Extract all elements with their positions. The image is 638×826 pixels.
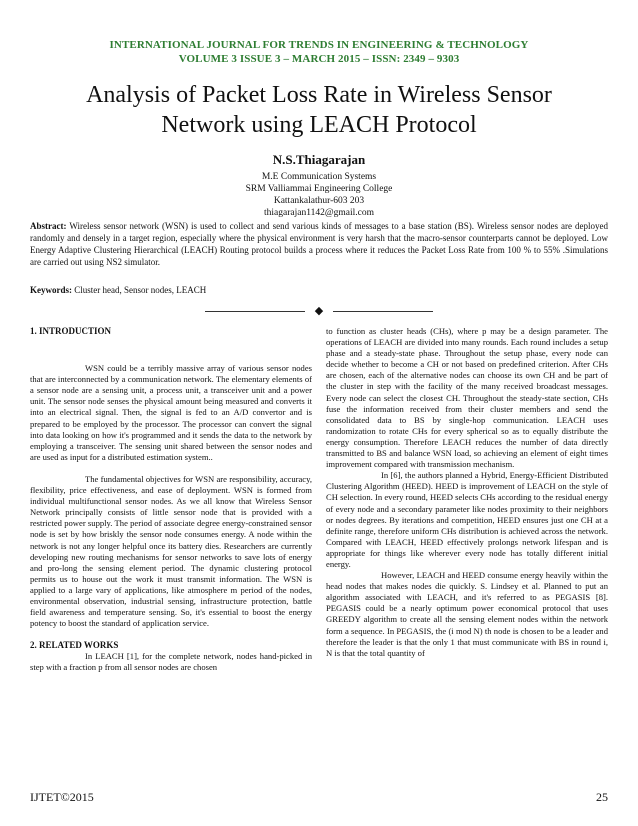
keywords-text: Cluster head, Sensor nodes, LEACH <box>72 285 207 295</box>
paper-title-line2: Network using LEACH Protocol <box>161 112 477 138</box>
affiliation-email: thiagarajan1142@gmail.com <box>264 208 374 218</box>
affiliation-address: Kattankalathur-603 203 <box>273 196 365 206</box>
paper-title-line1: Analysis of Packet Loss Rate in Wireless Sensor <box>86 82 552 108</box>
right-column <box>326 326 608 659</box>
right-paragraph-1: to function as cluster heads (CHs), where p may be a design parameter. The operations of LEACH are divided into many rounds. Each round includes a setup phase and a steady-state phase. Throughout the setup phase, every node can decide whether to become a CH or not based on predefined criterion. After CHs are chosen, each of the alternative nodes can choose its own CH and be part of the cluster in step with the facility of the many received broadcast messages. Every node can select the closest CH. Throughout the steady-state section, CHs fuse the information received from their cluster members and send the consolidated data to BS by single-hop communication. LEACH uses randomization to rotate CHs for every spherical so as to equally distribute the energy consumption. Therefore LEACH reduces the number of data directly transmitted to BS and balance WSN load, so achieving an element of eight times improvement compared with transmission mechanism. <box>326 326 608 470</box>
abstract <box>30 220 608 268</box>
separator-rule-left <box>205 311 305 312</box>
right-paragraph-2: In [6], the authors planned a Hybrid, Energy-Efficient Distributed Clustering Algorithm (HEED). HEED is improvement of LEACH on the style of CH selection. In every round, HEED selects CHs according to the residual energy of every node and a secondary parameter like nodes proximity to their neighbors or nodes degrees. By iterations and competition, HEED ensures just one CH at a definite range, therefore uniform CHs distribution is achieved across the network. Compared with LEACH, HEED effectively prolongs network lifespan and is appropriate for things like wherever every node has totally different initial energy. <box>326 470 608 569</box>
separator-rule-right <box>333 311 433 312</box>
author-name: N.S.Thiagarajan <box>272 152 366 167</box>
affiliation-college: SRM Valliammai Engineering College <box>245 184 393 194</box>
right-paragraph-3: However, LEACH and HEED consume energy heavily within the head nodes that makes nodes die quickly. S. Lindsey et al. Planned to put an algorithm associated with LEACH, and it's referred to as PEGASIS [8]. PEGASIS could be a nearly optimum power economical protocol that uses GREEDY algorithm to create all the sensing element nodes within the network form a sequence. In PEGASIS, the (i mod N) th node is chosen to be a leader and therefore the leader is that the only 1 that must communicate with BS in round i, N is that the total quantity of <box>326 570 608 658</box>
journal-volume: VOLUME 3 ISSUE 3 – MARCH 2015 – ISSN: 2349 – 9303 <box>178 53 460 65</box>
section-heading-related-works: 2. RELATED WORKS <box>30 640 119 651</box>
footer-copyright: IJTET©2015 <box>30 790 94 804</box>
intro-paragraph-2: The fundamental objectives for WSN are responsibility, accuracy, flexibility, price effectiveness, and ease of deployment. WSN is formed from individual multifunctional sensor nodes. As we all know that Wireless Sensor Network principally consists of little sensor node that is provided with a restricted power supply. The period of associate degree energy-constrained sensor node is set by how briskly the sensor node consumes energy. A node within the network is not any longer helpful once its battery dies. Researchers are currently developing new routing mechanisms for sensor networks to save lots of energy and pro-long the sensing element period. The dynamic clustering protocol permits us to house out the work it must transmit information. The WSN is applied to a large vary of applications, like atmosphere m period of the nodes, environmental observation, industrial sensing, infrastructure protection, battle field awareness and temperature sensing. So, it's essential to boost the energy potency to boost the standard of application service. <box>30 473 312 629</box>
abstract-text: Wireless sensor network (WSN) is used to collect and send various kinds of messages to a base station (BS). Wireless sensor nodes are deployed randomly and densely in a target region, especially where the physical environment is very harsh that the macro-sensor counterparts cannot be deployed. Low Energy Adaptive Clustering Hierarchical (LEACH) Routing protocol builds a process where it reduces the Packet Loss Rate from 100 % to 55% .Simulations are carried out using NS2 simulator. <box>30 221 608 267</box>
affiliation-dept: M.E Communication Systems <box>261 172 377 182</box>
intro-paragraph-1: WSN could be a terribly massive array of various sensor nodes that are interconnected by a communication network. The elementary elements of a sensor node are a sensing unit, a process unit, a transceiver unit and a power unit. The sensor node senses the physical amount being measured and converts it into an electrical signal. Then, the signal is fed to an A/D convertor and is prepared to be employed by the processor. The processor can convert the signal into data looking on how it's programmed and it sends the data to the network by employing a transceiver. The sensing unit shared between the sensor nodes and are used as input for a distributed estimation system.. <box>30 363 312 462</box>
page-number: 25 <box>596 790 608 804</box>
section-separator <box>0 304 638 318</box>
abstract-label: Abstract: <box>30 221 67 231</box>
keywords <box>30 285 608 295</box>
journal-title: INTERNATIONAL JOURNAL FOR TRENDS IN ENGINEERING & TECHNOLOGY <box>109 39 529 51</box>
diamond-icon: ◆ <box>314 305 324 317</box>
keywords-label: Keywords: <box>30 285 72 295</box>
related-paragraph-1: In LEACH [1], for the complete network, nodes hand-picked in step with a fraction p from all sensor nodes are chosen <box>30 651 312 673</box>
section-heading-introduction: 1. INTRODUCTION <box>30 326 112 336</box>
paper-title <box>40 80 598 140</box>
left-column <box>30 326 312 674</box>
